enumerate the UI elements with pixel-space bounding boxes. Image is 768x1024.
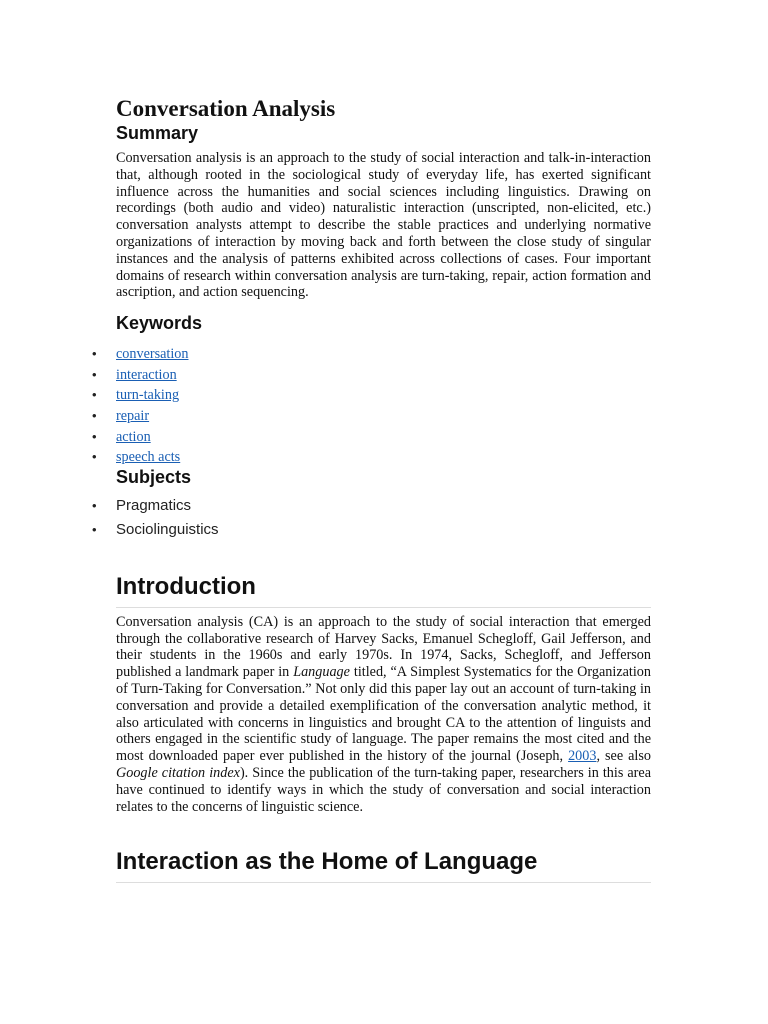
list-item (116, 447, 651, 468)
page-title: Conversation Analysis (116, 96, 336, 121)
list-item (116, 385, 651, 406)
keyword-link-conversation[interactable]: conversation (116, 346, 189, 363)
citation-index-name: Google citation index (116, 764, 240, 781)
intro-text-4: ). Since the publication of the turn-taking paper, researchers in this area have continued to identify ways in which the study of conversation and social interaction relates to the concerns of linguistic science. (116, 764, 652, 815)
keyword-link-action[interactable]: action (116, 428, 151, 445)
keyword-link-interaction[interactable]: interaction (116, 366, 177, 383)
subject-item-pragmatics: • Pragmatics (116, 494, 651, 518)
list-item (116, 344, 651, 365)
keyword-link-speech-acts[interactable]: speech acts (116, 449, 181, 466)
intro-text-2: titled, “A Simplest Systematics for the Organization of Turn-Taking for Conversation.” Not only did this paper lay out an account of turn-taking in conversation and provide a detailed exemplification of the conversation analytic method, it also articulated with concerns in linguistics and brought CA to the attention of linguists and others engaged in the scientific study of language. The paper remains the most cited and the most downloaded paper ever published in the history of the journal (Joseph, (116, 664, 651, 765)
list-item (116, 406, 651, 427)
introduction-heading: Introduction (116, 572, 651, 608)
list-item (116, 365, 651, 386)
section-heading-interaction: Interaction as the Home of Language (116, 847, 651, 883)
subjects-heading: Subjects (116, 466, 192, 487)
intro-text-3: , see also (596, 748, 651, 765)
citation-year-link[interactable]: 2003 (568, 748, 597, 765)
keyword-link-turn-taking[interactable]: turn-taking (116, 387, 180, 404)
list-item (116, 427, 651, 448)
keywords-heading: Keywords (116, 313, 203, 334)
summary-heading: Summary (116, 123, 199, 143)
intro-text-1: Conversation analysis (CA) is an approach to the study of social interaction that emerged through the collaborative research of Harvey Sacks, Emanuel Schegloff, Gail Jefferson, and their students in the 1960s and early 1970s. In 1974, Sacks, Schegloff, and Jefferson published a landmark paper in (116, 613, 651, 681)
keywords-list (116, 344, 651, 468)
journal-name: Language (293, 664, 350, 681)
subjects-list (116, 494, 651, 542)
introduction-paragraph (116, 614, 651, 816)
summary-paragraph: Conversation analysis is an approach to the study of social interaction and talk-in-interaction that, although rooted in the sociological study of everyday life, has exerted significant influence across the humanities and social sciences including linguistics. Drawing on recordings (both audio and video) naturalistic interaction (unscripted, non-elicited, etc.) conversation analysts attempt to describe the stable practices and underlying normative organizations of interaction by moving back and forth between the close study of singular instances and the analysis of patterns exhibited across collections of cases. Four important domains of research within conversation analysis are turn-taking, repair, action formation and ascription, and action sequencing. (116, 150, 651, 301)
article (116, 96, 651, 883)
keyword-link-repair[interactable]: repair (116, 407, 150, 424)
subject-item-sociolinguistics: • Sociolinguistics (116, 518, 651, 542)
